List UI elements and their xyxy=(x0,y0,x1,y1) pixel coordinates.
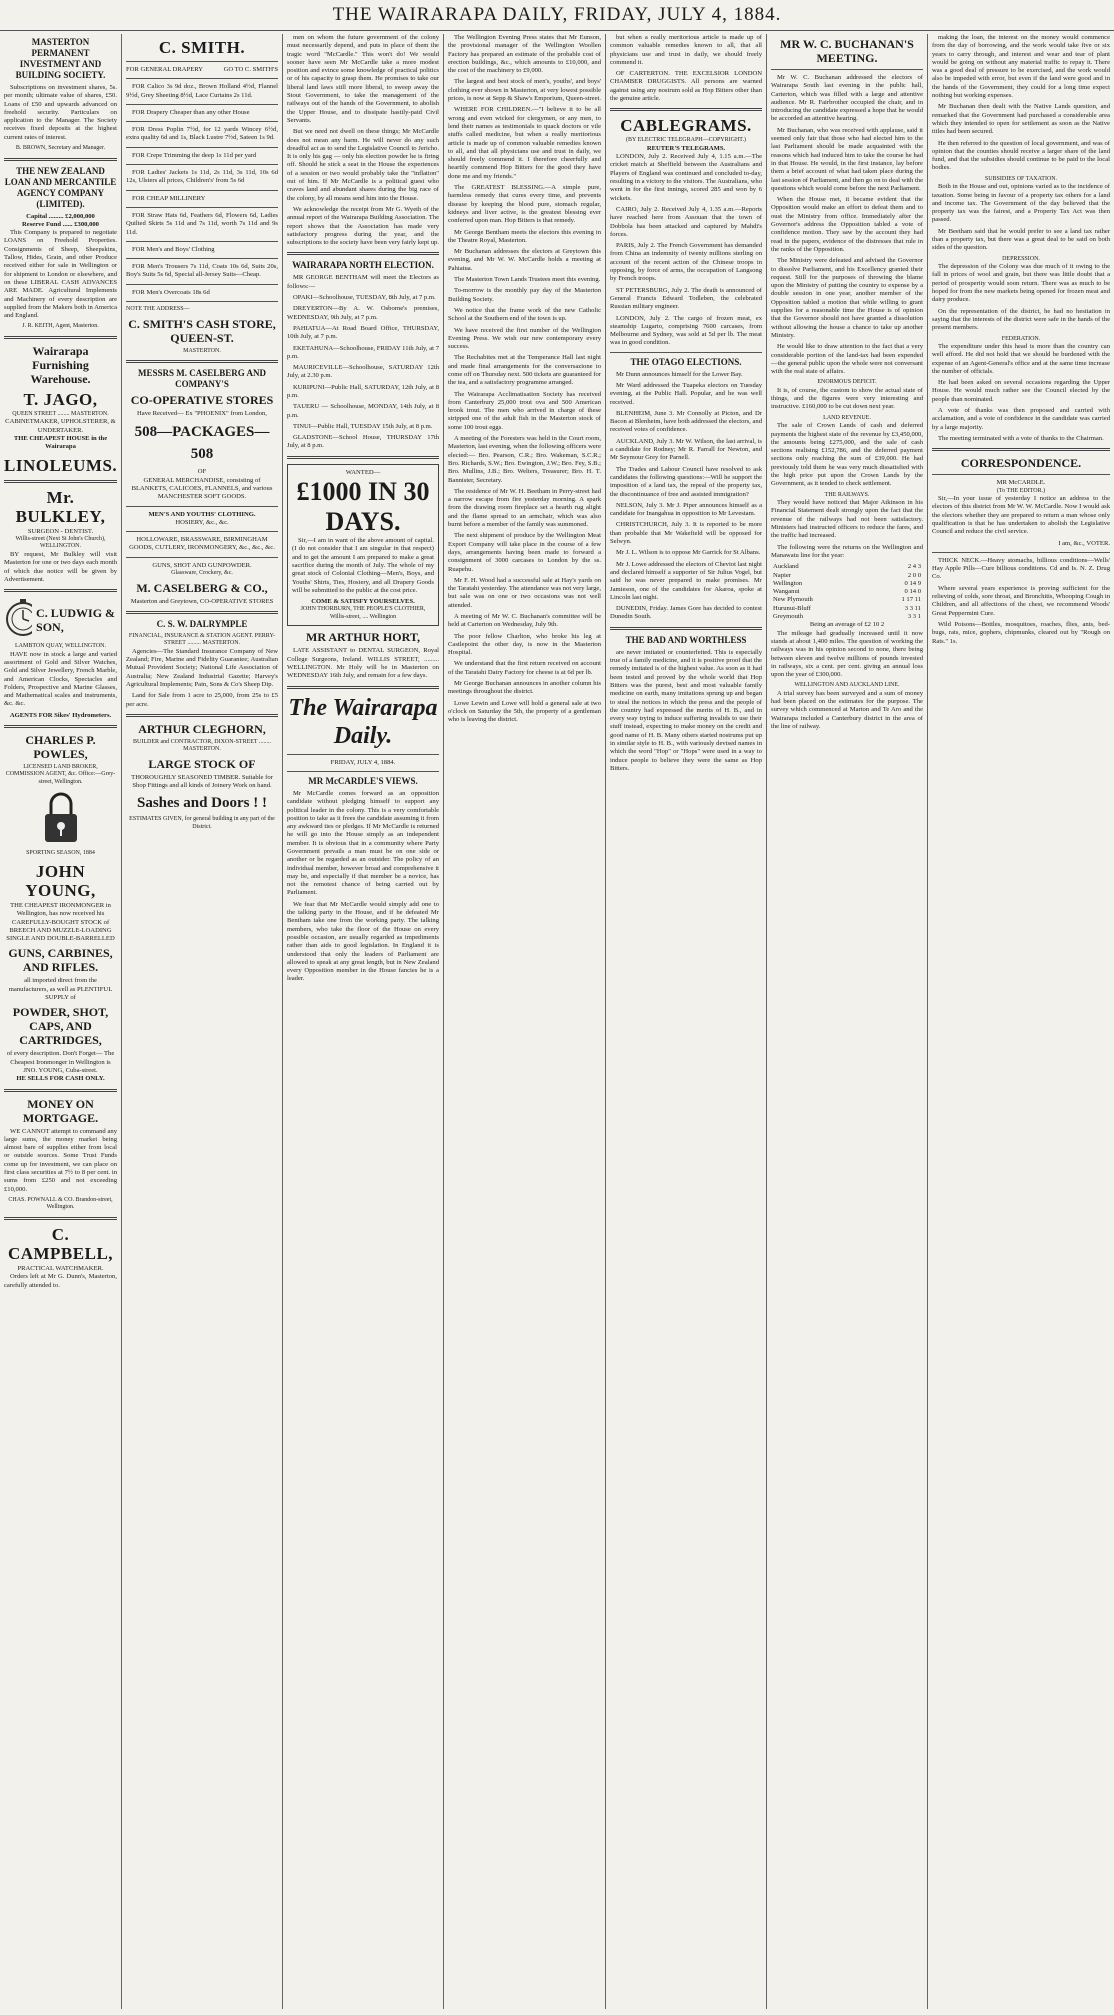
news-item: To-morrow is the monthly pay day of the Masterton Building Society. xyxy=(448,287,601,303)
campbell-name: C. CAMPBELL, xyxy=(7,1224,114,1263)
election-item: NELSON, July 3. Mr J. Piper announces himself as a candidate for Inangahua in opposition to Mr Levestam. xyxy=(610,501,762,518)
dalrymple-agencies: Agencies—The Standard Insurance Company of New Zealand; Fire, Marine and Fidelity Guarantee; Australian Mutual Provident Society; National Life Association of Australia; New Zealand Industrial Gazette; Harvey's Agricultural Implements; Pain, Sons & Co's Sheep Dip. xyxy=(126,647,278,688)
railway-value: 0 14 9 xyxy=(904,579,921,587)
column-6 xyxy=(771,34,923,2009)
jago-name: T. JAGO, xyxy=(23,389,98,409)
smith-line-8: FOR Men's and Boys' Clothing xyxy=(132,245,215,253)
table-row xyxy=(771,588,923,596)
smith-store: C. SMITH'S CASH STORE, QUEEN-ST. xyxy=(128,316,276,345)
young-body: THE CHEAPEST IRONMONGER in Wellington, has now received his CAREFULLY-BOUGHT STOCK of BREECH AND MUZZLE-LOADING SINGLE AND DOUBLE-BARRELLED xyxy=(6,901,115,943)
of-label: OF xyxy=(197,468,207,476)
article-text: Mr Buchanan, who was received with applause, said it seemed only fair that those who had elected him to the last Parliament should be made acquainted with the reasons which had induced him to take the course he had in that House. He would, in the first instance, lay before them a brief account of what had taken place during the last session of Parliament, and then go on to deal with the questions which would come before the next Parliament. xyxy=(771,126,923,192)
news-item: The largest and best stock of men's, youths', and boys' clothing ever shown in Masterton, at very lowest possible prices, is now at Sepp & Shaw's Emporium, Queen-street. xyxy=(448,78,601,103)
depression-subhead: DEPRESSION. xyxy=(1002,255,1040,262)
advert-text: Where several years experience is proving sufficient for the relieving of colds, sore throat, and Bronchitis, Whooping Cough in Children, and all affections of the chest, we recommend Woods' Great Peppermint Cure. xyxy=(932,584,1110,617)
meeting-item: TAUERU — Schoolhouse, MONDAY, 14th July, at 8 p.m. xyxy=(287,403,439,419)
article-text: A vote of thanks was then proposed and carried with acclamation, and a vote of confidence in the candidate was carried by a large majority. xyxy=(932,407,1110,431)
news-item: We notice that the frame work of the new Catholic School at the Southern end of the town is up. xyxy=(448,306,601,323)
article-text: men on whom the future government of the colony must necessarily depend, and puts in place of them the tragic word "McCardle." This won't do! We would sooner have seen Mr McCardle take a more modest position and evince some knowledge of practical politics or of his capacity to grasp them. He promises to take our liberal land laws still more liberal, to sweep away the Stout Government, to take the management of the railways out of the hands of the Government, to abolish the Upper House, and to dissipate hastily-paid Civil Servants. xyxy=(287,34,439,124)
linoleums-heading: LINOLEUMS. xyxy=(4,455,117,475)
timber-line: THOROUGHLY SEASONED TIMBER. Suitable for Shop Fittings and all kinds of Joinery Work on hand. xyxy=(131,773,273,790)
railway-name: Hurunui-Bluff xyxy=(773,604,811,612)
article-text: Both in the House and out, opinions varied as to the incidence of taxation. Some being in favour of a property tax others for a land and income tax. The Government of the day believed that the property tax was the fairest, and a Property Tax Act was then passed. xyxy=(932,183,1110,224)
smith-line-9: FOR Men's Trousers 7s 11d, Coats 10s 6d, Suits 20s, Boy's Suits 5s 6d, Special all-Jersey Suits—Cheap. xyxy=(126,263,278,279)
federation-subhead: FEDERATION. xyxy=(1001,335,1041,342)
otago-heading: THE OTAGO ELECTIONS. xyxy=(630,356,742,367)
railway-name: Wanganui xyxy=(773,588,800,596)
news-item: The next shipment of produce by the Wellington Meat Export Company will take place in the course of a few days, arrangements having been made to forward a consignment of 3000 carcases to London by the ss. Ruapehu. xyxy=(448,532,601,573)
news-item: OF CARTERTON. THE EXCELSIOR LONDON CHAMBER DRUGGISTS. All persons are warned against using any nostrum sold as Hop Bitters other than the genuine article. xyxy=(610,70,762,103)
table-row xyxy=(771,605,923,613)
railway-name: Napier xyxy=(773,571,791,579)
railway-value: 0 14 0 xyxy=(904,588,921,596)
article-text: A trial survey has been surveyed and a sum of money had been placed on the estimates for the purpose. The survey which commenced at Marton and Te Aro and the Wairarapa included a Canterbury district in the area of the line of railway. xyxy=(771,689,923,731)
advert-text: Wild Poisons—Bottles, mosquitoes, roaches, flies, ants, bed-bugs, rats, mice, gophers, chipmunks, cleared out by "Rough on Rats." 1s. xyxy=(932,620,1110,645)
article-text: The following were the returns on the Wellington and Manawatu line for the year: xyxy=(771,543,923,559)
young-body-2: all imported direct from the manufacturers, as well as PLENTIFUL SUPPLY of xyxy=(8,977,113,1002)
jago-trade: CABINETMAKER, UPHOLSTERER, & UNDERTAKER. xyxy=(5,418,116,434)
to-editor: (To THE EDITOR.) xyxy=(996,487,1046,494)
ludwig-address: LAMBTON QUAY, WELLINGTON. xyxy=(14,643,106,650)
cleghorn-heading: ARTHUR CLEGHORN, xyxy=(138,721,266,736)
column-3 xyxy=(287,34,439,2009)
cable-item: LONDON, July 2. Received July 4, 1.15 a.m.—The cricket match at Sheffield between the Australians and Players of England was continued and concluded to-day, resulting in a victory to the visitors. The Australians, who went in for the first innings, scored 285 and won by 6 wickets. xyxy=(610,153,762,202)
buchanan-heading: MR W. C. BUCHANAN'S MEETING. xyxy=(780,37,914,65)
table-row xyxy=(771,572,923,580)
election-item: The Trades and Labour Council have resolved to ask candidates the following questions:—Will he support the imposition of a land tax, the repeal of the property tax, the discontinuance of free and assisted immigration? xyxy=(610,465,762,498)
nz-loan-capital: Capital ......... £2,000,000 xyxy=(26,212,95,220)
powles-name: CHARLES P. POWLES, xyxy=(25,732,96,761)
meeting-item: PAHIATUA—At Road Board Office, THURSDAY, 10th July, at 7 p.m. xyxy=(287,324,439,341)
article-text: He had been asked on several occasions regarding the Upper House. He would much rather see the Council elected by the people than nominated. xyxy=(932,379,1110,403)
views-body: Mr McCardle comes forward as an opposition candidate without pledging himself to support any political leader in the colony. This is a very comfortable position to take as it frees the candidate assuming it from any awkward ties or pledges. If Mr McCardle is returned he will go into the House simply as an independent member. It is obvious that in a community where Party Government prevails a man must be on one side or another or be regarded as an outsider. The policy of an individual member, however broad and comprehensive it may be, and especially if that member be a novice, has not the remotest chance of being carried out by Parliament. xyxy=(287,789,439,897)
ludwig-name: C. LUDWIG & SON, xyxy=(36,606,116,635)
ludwig-agents: AGENTS FOR Sikes' Hydrometers. xyxy=(9,711,112,719)
thorburn-line: JOHN THORBURN, THE PEOPLE'S CLOTHIER, Willis-street, .... Wellington xyxy=(300,606,426,620)
estimates-line: ESTIMATES GIVEN, for general building in any part of the District. xyxy=(129,816,275,830)
smith-line-10: FOR Men's Overcoats 18s 6d xyxy=(132,288,210,296)
cable-item: CAIRO, July 2. Received July 4, 1.35 a.m.—Reports have reached here from Assouan that the town of Dobbola has been attacked and captured by Mahdi's forces. xyxy=(610,205,762,238)
bulkley-body: BY request, Mr Bulkley will visit Masterton for one or two days each month of which due notice will be given by Advertisement. xyxy=(4,550,117,583)
railway-value: 1 17 11 xyxy=(901,596,921,604)
bad-worthless-body: are never imitated or counterfeited. This is especially true of a family medicine, and it is positive proof that the remedy imitated is of the highest value. As soon as it had been tested and proved by the whole world that Hop Bitters was the purest, best and most valuable family medicine on earth, many imitations sprung up and began to steal the notices in which the press and the people of the country had expressed the merits of H. B., and in every way trying to induce suffering invalids to use their stuff instead, expecting to make money on the credit and good name of H. B. Many others started nostrums put up in similar style to H. B., with variously devised names in which the word "Hop" or "Hops" were used in a way to induce people to believe they were the same as Hop Bitters. xyxy=(610,648,762,772)
election-item: CHRISTCHURCH, July 3. It is reported to be more than probable that Mr Wakefield will be opposed for Selwyn. xyxy=(610,521,762,546)
caselberg-2-heading: M. CASELBERG & CO., xyxy=(136,580,268,595)
sashes-heading: Sashes and Doors ! ! xyxy=(136,795,268,812)
column-rule xyxy=(605,34,606,2009)
article-text: Mr Beetham said that he would prefer to see a land tax rather than a property tax, but there was a great deal to be said on both sides of the question. xyxy=(932,227,1110,252)
bulkley-address: Willis-street (Next St John's Church), WELLINGTON. xyxy=(15,535,106,550)
article-text: The sale of Crown Lands of cash and deferred payments the highest state of the revenue by £3,450,000, the amounts being £275,000, and the sale of cash sections realising £152,786, and the deferred payment sections only reaching the sum of £39,000. He had previously told them he was very much dissatisfied with the high price put upon the Crown Lands by the Government, as it tended to check settlement. xyxy=(771,422,923,488)
smith-line-7: FOR Straw Hats 6d, Feathers 6d, Flowers 6d, Ladies Quilted Skirts 5s 11d and 7s 11d, worth 7s 11d and 9s 11d. xyxy=(126,211,278,236)
railway-name: Wellington xyxy=(773,579,803,587)
jago-address: QUEEN STREET ........ MASTERTON. xyxy=(12,410,109,417)
railway-total: Being an average of £2 10 2 xyxy=(809,621,885,629)
column-rule xyxy=(927,34,928,2009)
bentham-intro: MR GEORGE BENTHAM will meet the Electors as follows:— xyxy=(287,274,439,290)
building-society-heading: MASTERTON PERMANENT INVESTMENT AND BUILDING SOCIETY. xyxy=(15,37,106,80)
hollowware-line: HOLLOWARE, BRASSWARE, BIRMINGHAM GOODS, CUTLERY, IRONMONGERY, &c., &c., &c. xyxy=(129,536,275,552)
smith-line-6: FOR CHEAP MILLINERY xyxy=(132,194,206,202)
news-item: We understand that the first return received on account of the Taratahi Dairy Factory for cheese is at 6d per lb. xyxy=(448,660,601,676)
nz-loan-body: This Company is prepared to negotiate LOANS on Freehold Properties. Consignments of Sheep, Sheepskins, Tallow, Hides, Grain, and other Produce received either for sale in Wellington or for shipment to London or elsewhere, and on these LIBERAL CASH ADVANCES ARE MADE. Agricultural Implements and Machinery of every description are supplied from the Makers both in America and England. xyxy=(4,229,117,320)
column-1 xyxy=(4,34,117,2009)
caselberg-received: Have Received— Ex "PHOENIX" from London, xyxy=(137,410,267,418)
nz-loan-reserve: Reserve Fund ...... £300,000 xyxy=(22,220,99,228)
sporting-season: SPORTING SEASON, 1884 xyxy=(26,850,95,857)
article-text: He then referred to the question of local government, and was of opinion that the counties should receive a larger share of the land fund, and that the subsidies should continue to be paid to the local bodies. xyxy=(932,139,1110,172)
correspondence-sign: I am, &c., VOTER. xyxy=(1058,539,1110,547)
news-item: The residence of Mr W. H. Beetham in Perry-street had a narrow escape from fire yesterday morning. A spark from the drawing room fireplace set a hearth rug alight and the flame spread to an armchair, which was also burnt before a member of the family was summoned. xyxy=(448,487,601,529)
news-item: Lowe Lewin and Lowe will hold a general sale at two o'clock on Saturday the 5th, the property of a gentleman who is leaving the district. xyxy=(448,699,601,724)
finance-subhead: ENORMOUS DEFICIT. xyxy=(817,379,877,386)
campbell-title: PRACTICAL WATCHMAKER. xyxy=(17,1264,104,1272)
meeting-item: TINUI—Public Hall, TUESDAY 15th July, at 8 p.m. xyxy=(293,422,433,430)
smith-line-1: FOR Calico 3s 9d doz., Brown Holland 4½d, Flannel 9½d, Grey Sheeting 8½d, Lace Curtains 2s 11d. xyxy=(126,83,278,99)
railway-value: 3 3 11 xyxy=(904,604,921,612)
news-item: The Rechabites met at the Temperance Hall last night and made final arrangements for the conversazione to come off on Thursday next. 500 tickets are guaranteed for the tea, and a satisfactory programme arranged. xyxy=(448,354,601,387)
young-name: JOHN YOUNG, xyxy=(25,861,96,900)
column-2 xyxy=(126,34,278,2009)
column-7 xyxy=(932,34,1110,2009)
ludwig-body: HAVE now in stock a large and varied assortment of Gold and Silver Watches, Gold and Silver Jewellery, French Marble, and American Clocks, Spectacles and Folders, Prospective and Marine Glasses, and Mathematical scales and instruments, &c. &c. xyxy=(4,650,117,708)
article-text: The Ministry were defeated and advised the Governor to dissolve Parliament, and his Excellency granted their request. Still for the purposes of throwing the blame upon the Ministry of putting the country to expense by a double session in one year, another member of the Opposition tabled a motion that while willing to grant supplies for a reasonable time the House is of opinion that the Governor should not have granted a dissolution without allowing the house a chance to take up another Ministry. xyxy=(771,257,923,339)
nz-loan-heading: THE NEW ZEALAND LOAN AND MERCANTILE AGENCY COMPANY (LIMITED). xyxy=(4,165,117,209)
election-item: AUCKLAND, July 3. Mr W. Wilson, the last arrival, is a candidate for Rodney; Mr R. Farrall for Newton, and Mr Seymour Grey for Parnell. xyxy=(610,437,762,462)
advert-text: THICK NECK.—Heavy stomachs, billious conditions—Wells' Hay Apple Pills—Cure billious conditions. Cd and Is. N. Z. Drug Co. xyxy=(932,556,1110,581)
news-item: WHERE FOR CHILDREN.—"I believe it to be all wrong and even wicked for clergymen, or any men, to lend their names as testimonials to quack doctors or vile stuffs called medicine, but when a really meritorious article is made up of common valuable remedies known to all, and that all physicians use and trust in daily, we should freely commend it. I therefore cheerfully and heartily commend Hop Bitters for the good they have done me and my friends." xyxy=(448,106,601,180)
table-row xyxy=(771,580,923,588)
article-text: The meeting terminated with a vote of thanks to the Chairman. xyxy=(938,434,1104,442)
hosiery-line: HOSIERY, &c., &c. xyxy=(175,518,229,526)
column-rule xyxy=(443,34,444,2009)
powles-body: LICENSED LAND BROKER, COMMISSION AGENT, &c. Office:—Grey-street, Wellington. xyxy=(5,763,116,785)
meeting-item: MAURICEVILLE—Schoolhouse, SATURDAY 12th July, at 2.30 p.m. xyxy=(287,364,439,380)
news-item: The Wellington Evening Press states that Mr Eunson, the provisional manager of the Wellington Woollen Factory has prepared an estimate of the probable cost of erection buildings, &c., which amounts to £10,000, and the cost of the machinery to £9,000. xyxy=(448,34,601,75)
caselberg-2-sub: Masterton and Greytown, CO-OPERATIVE STORES xyxy=(130,597,274,605)
dalrymple-heading: C. S. W. DALRYMPLE xyxy=(156,618,248,629)
correspondence-sub: MR McCARDLE. xyxy=(996,479,1046,487)
clock-emblem-icon xyxy=(4,597,32,643)
come-line: COME & SATISFY YOURSELVES. xyxy=(311,598,415,606)
padlock-emblem-icon xyxy=(39,790,83,846)
wanted-body: Sir,—I am in want of the above amount of capital. (I do not consider that I am singular in that respect) and to get the amount I am prepared to make a great sacrifice during the month of July. The whole of my great stock of Colonial Clothing—Men's, Boys, and Youths' Shirts, Ties, Hosiery, and all Drapery Goods will be submitted to the public at the cost price. xyxy=(292,537,434,594)
large-stock-heading: LARGE STOCK OF xyxy=(148,756,256,771)
coop-heading: CO-OPERATIVE STORES xyxy=(130,393,274,408)
column-4 xyxy=(448,34,601,2009)
news-item: The GREATEST BLESSING.—A simple pure, harmless remedy that cures every time, and prevents disease by keeping the blood pure, stomach regular, kidneys and liver active, is the greatest blessing ever conferred upon man. Hop Bitters is that remedy. xyxy=(448,184,601,225)
news-item: Mr George Bentham meets the electors this evening in the Theatre Royal, Masterton. xyxy=(448,228,601,244)
views-heading: MR McCARDLE'S VIEWS. xyxy=(308,775,418,786)
clothing-line: MEN'S AND YOUTHS' CLOTHING. xyxy=(148,510,256,518)
powder-heading: POWDER, SHOT, CAPS, AND CARTRIDGES, xyxy=(12,1005,109,1048)
guns-heading: GUNS, CARBINES, AND RIFLES. xyxy=(8,946,113,975)
article-text: Mr Buchanan then dealt with the Native Lands question, and remarked that the Government had purchased a considerable area which they intended to open for settlement as soon as the Native titles had been secured. xyxy=(932,103,1110,136)
meeting-item: DREYERTON—By A. W. Osborne's premises, WEDNESDAY, 9th July, at 7 p.m. xyxy=(287,305,439,321)
wanted-label: WANTED— xyxy=(345,468,381,476)
railway-name: Auckland xyxy=(773,563,799,571)
column-rule xyxy=(282,34,283,2009)
smith-line-2: FOR Drapery Cheaper than any other House xyxy=(132,108,250,116)
election-item: Mr J. L. Wilson is to oppose Mr Garrick for St Albans. xyxy=(616,549,761,557)
views-body-2: We fear that Mr McCardle would simply add one to the talking party in the House, and if he defeated Mr Bentham take one from the working party. The talking members, who take the floor of the House on every possible occasion, are usually regarded as impediments rather than aids to good legislation. In England it is understood that only the leaders of Parliament are allowed to speak at any great length, but in New Zealand every Opposition member in the House fancies he is a leader. xyxy=(287,900,439,983)
news-item: Mr George Buchanan announces in another column his meetings throughout the district. xyxy=(448,680,601,696)
meeting-item: KURIPUNI—Public Hall, SATURDAY, 12th July, at 8 p.m. xyxy=(287,383,439,399)
smith-town: MASTERTON. xyxy=(183,347,221,354)
table-row xyxy=(771,613,923,621)
smith-heading: C. SMITH. xyxy=(158,38,246,57)
smith-line-4: FOR Crepe Trimming the deep 1s 11d per yard xyxy=(132,151,257,159)
correspondence-body: Sir,—In your issue of yesterday I notice an address to the electors of this district from Mr W. W. McCardle. Now I would ask the electors whether they are prepared to return a man whose only qualification is that he has undertaken to abolish the Legislative Council and reduce the civil service. xyxy=(932,495,1110,536)
furnishing-heading: Wairarapa Furnishing Warehouse. xyxy=(30,343,91,386)
bulkley-name: Mr. BULKLEY, xyxy=(15,487,106,526)
correspondence-heading: CORRESPONDENCE. xyxy=(960,456,1082,471)
money-heading: MONEY ON MORTGAGE. xyxy=(22,1096,99,1125)
cleghorn-sub: BUILDER and CONTRACTOR, DIXON-STREET ........ MASTERTON. xyxy=(133,738,271,753)
packages-heading: 508—PACKAGES—508 xyxy=(134,424,270,463)
bulkley-title: SURGEON - DENTIST. xyxy=(27,527,94,535)
article-text: When the House met, it became evident that the Opposition would make an effort to defeat them and to oust the Ministry from office. Immediately after the Governor's address the Opposition tabled a vote of confidence motion. They saw by the account they had read in the papers, evidence of the distresses that rule in the ranks of the Opposition. xyxy=(771,196,923,253)
page-masthead: THE WAIRARAPA DAILY, FRIDAY, JULY 4, 1884. xyxy=(0,0,1114,31)
general-merchandise: GENERAL MERCHANDISE, consisting of BLANKETS, CALICOES, FLANNELS, and various MANCHESTER SOFT GOODS. xyxy=(131,476,273,501)
young-body-3: of every description. Don't Forget— The Cheapest Ironmonger in Wellington is JNO. YOUNG, Cuba-street. xyxy=(6,1050,115,1074)
bad-worthless-heading: THE BAD AND WORTHLESS xyxy=(625,634,747,645)
article-text: But we need not dwell on these things; Mr McCardle does not mean any harm. He will never do any such dreadful act as to send the Legislative Council to Jericho. It is only his gag — only his election powder he is firing off. Should he stick a seat in the House the experiences of a session or two would probably take the "inflation" out of him. If Mr McCardle is a political guest who craves land and abundant shares during the big race of the colony, by all means send him into the House. xyxy=(287,128,439,202)
meeting-item: GLADSTONE—School House, THURSDAY 17th July, at 8 p.m. xyxy=(287,434,439,450)
election-item: Mr Ward addressed the Tuapeka electors on Tuesday evening, at the Public Hall. Popular, and he was well received. xyxy=(610,382,762,406)
news-item: Mr F. H. Wood had a successful sale at Hay's yards on the Taratahi yesterday. The attendance was not very large, but sale was on one or two occasions was not well attended. xyxy=(448,576,601,609)
table-row xyxy=(771,563,923,571)
caselberg-heading: MESSRS M. CASELBERG AND COMPANY'S xyxy=(137,368,267,390)
article-text: On the representation of the district, he had no hesitation in saying that the interests of the district were safe in the hands of the present members. xyxy=(932,307,1110,332)
nz-loan-sign: J. R. KEITH, Agent, Masterton. xyxy=(22,323,99,330)
news-item: The Masterton Town Lands Trustees meet this evening. xyxy=(454,276,601,284)
table-row xyxy=(771,596,923,604)
wanted-advert xyxy=(287,464,439,627)
article-text: The depression of the Colony was due much of it owing to the fall in prices of wool and grain, but there was little doubt that a period of prosperity would soon return. There was as much to be hoped for from the new markets being opened for frozen meat and dairy produce. xyxy=(932,263,1110,304)
article-text: Mr W. C. Buchanan addressed the electors of Wairarapa South last evening in the public hall, Carterton, which was filled with a large and attentive audience. Mr R. Fairbrother occupied the chair, and in introducing the candidate expressed a hope that he would be accorded an attentive hearing. xyxy=(771,74,923,123)
news-item: A meeting of Mr W. C. Buchanan's committee will be held at Carterton on Wednesday, July 9th. xyxy=(448,613,601,629)
column-rule xyxy=(121,34,122,2009)
smith-go-to: GO TO C. SMITH'S xyxy=(223,66,278,73)
smith-line-3: FOR Dress Poplin 7½d, for 12 yards Wincey 6½d, extra quality 6d and 1s, Black Lustre 7½d, Sateen 1s 9d. xyxy=(126,126,278,142)
money-sign: CHAS. POWNALL & CO. Brandon-street, Wellington. xyxy=(8,1196,113,1211)
cable-item: ST PETERSBURG, July 2. The death is announced of General Francis Edward Todleben, the celebrated Russian military engineer. xyxy=(610,286,762,311)
railway-value: 2 4 3 xyxy=(907,563,921,571)
meeting-item: EKETAHUNA—Schoolhouse, FRIDAY 11th July, at 7 p.m. xyxy=(287,344,439,360)
paper-date: FRIDAY, JULY 4, 1884. xyxy=(330,758,396,766)
news-item: The Wairarapa Acclimatisation Society has received from Canterbury 25,000 trout ova and 500 American brook trout. The men who arrived in charge of these stripped one of the adult fish in the Masterton stock of some 100 trout eggs. xyxy=(448,390,601,431)
news-item: Mr Buchanan addresses the electors at Greytown this evening, and Mr W. W. McCardle holds a meeting at Pahiatua. xyxy=(448,248,601,272)
hort-body: LATE ASSISTANT to DENTAL SURGEON, Royal College Surgeons, Ireland. WILLIS STREET, ......... WELLINGTON. Mr Holy will be in Masterton on WEDNESDAY 16th July, and remain for a few days. xyxy=(287,647,439,680)
land-subhead: LAND REVENUE. xyxy=(823,414,871,421)
smith-note: NOTE THE ADDRESS— xyxy=(126,306,190,313)
dalrymple-body: FINANCIAL, INSURANCE & STATION AGENT. PERRY-STREET ......... MASTERTON. xyxy=(128,632,276,647)
article-text: The expenditure under this head is more than the country can well afford. He did not hold that we should be burdened with the expense of an Agent-General's office and at the same time increase the number of officials. xyxy=(932,343,1110,375)
railway-name: New Plymouth xyxy=(773,596,813,604)
cheapest-house: THE CHEAPEST HOUSE in the Wairarapa xyxy=(13,435,108,451)
building-society-sign: B. BROWN, Secretary and Manager. xyxy=(15,145,106,152)
column-rule xyxy=(766,34,767,2009)
election-item: DUNEDIN, Friday. James Gore has decided to contest Dunedin South. xyxy=(610,605,762,621)
hort-heading: MR ARTHUR HORT, xyxy=(306,630,420,645)
north-election-heading: WAIRARAPA NORTH ELECTION. xyxy=(292,260,434,271)
railway-value: 2 0 0 xyxy=(907,571,921,579)
cable-item: PARIS, July 2. The French Government has demanded from China an indemnity of twenty millions sterling on account of the recent action of the Chinese troops in opposing, by force of arms, the occupation of Langsong by French troops. xyxy=(610,242,762,283)
article-text: It is, of course, the custom to show the actual state of things, and the figures were very interesting and instructive. £160,000 to be cut down next year. xyxy=(771,386,923,411)
cablegrams-heading: CABLEGRAMS. xyxy=(620,116,752,136)
paper-title: The Wairarapa Daily. xyxy=(288,694,438,749)
news-item: but when a really meritorious article is made up of common valuable remedies known to all, that all physicians use and trust in daily, we should freely commend it. xyxy=(610,34,762,66)
railways-subhead: THE RAILWAYS. xyxy=(824,491,870,498)
reuters-heading: REUTER'S TELEGRAMS. xyxy=(646,144,726,152)
smith-line-5: FOR Ladies' Jackets 1s 11d, 2s 11d, 3s 11d, 10s 6d 12s, Ulsters all prices, Children's' from 5s 6d xyxy=(126,169,278,185)
meeting-item: OPAKI—Schoolhouse, TUESDAY, 8th July, at 7 p.m. xyxy=(293,294,436,302)
railway-name: Greymouth xyxy=(773,613,804,621)
railway-returns-table xyxy=(771,563,923,621)
column-5 xyxy=(610,34,762,2009)
election-item: Mr Dunn announces himself for the Lower Bay. xyxy=(616,370,743,378)
subsidies-subhead: SUBSIDIES OF TAXATION. xyxy=(984,175,1058,182)
campbell-body: Orders left at Mr G. Dunn's, Masterton, carefully attended to. xyxy=(4,1273,117,1289)
building-society-body: Subscriptions on investment shares, 5s. per month; ultimate value of shares, £50. Loans of £50 and upwards advanced on freehold security. Particulars on application to the Manager. The Society receives fixed deposits at the highest current rates of interest. xyxy=(4,84,117,141)
smith-line-0: FOR GENERAL DRAPERY xyxy=(126,66,204,73)
cablegrams-sub: (BY ELECTRIC TELEGRAPH—COPYRIGHT.) xyxy=(625,137,747,144)
article-text: The mileage had gradually increased until it now stands at about 1,400 miles. The question of working the railways was in his opinion second to none, there being between eleven and twelve millions of pounds invested in railways, six a cent. per cent. giving an annual loss upon the year of £300,000. xyxy=(771,629,923,679)
gunshot-line: GUNS, SHOT AND GUNPOWDER. xyxy=(152,561,252,569)
article-text: making the loan, the interest on the money would commence from the day of borrowing, and the work would take five or six years to carry through, and interest and wear and tear of plant would be going on without any material traffic to repay it. There was a good deal of pressure to be exercised, and the work would also be impeded with error, but even if the land were good and in the hands of the Government, they could for a long time expect nothing but working expenses. xyxy=(932,34,1110,100)
money-body: WE CANNOT attempt to command any large sums, the money market being almost bare of supplies either from local or outside sources. Some Trust Funds come up for investment, we can place on first class securities at 7½ to 8 per cent. in sums from £250 and not exceeding £10,000. xyxy=(4,1127,117,1193)
election-item: BLENHEIM, June 3. Mr Connolly at Picton, and Dr Bacon at Blenheim, have both addressed the electors, and received votes of confidence. xyxy=(610,409,762,434)
young-sell: HE SELLS FOR CASH ONLY. xyxy=(16,1075,105,1083)
thousand-heading: £1000 IN 30 DAYS. xyxy=(296,477,430,537)
article-text: He would like to draw attention to the fact that a very considerable portion of the land-tax had been expended—the general public upon the whole were not conversant with the real state of affairs. xyxy=(771,343,923,376)
cable-item: LONDON, July 2. The cargo of frozen meat, ex steamship Lugarto, comprising 7600 carcases, from Melbourne and Sydney, was sold at 5d per lb. The meat was in good condition. xyxy=(610,314,762,347)
wa-subhead: WELLINGTON AND AUCKLAND LINE. xyxy=(794,682,900,689)
news-item: The poor fellow Charlton, who broke his leg at Castlepoint the other day, is now in the Masterton Hospital. xyxy=(448,632,601,657)
glassware-line: Glassware, Crockery, &c. xyxy=(171,570,233,577)
railway-value: 3 3 1 xyxy=(907,613,921,621)
news-item: A meeting of the Foresters was held in the Court room, Masterton, last evening, when the following officers were elected:— Bro. Pearson, C.R.; Bro. Wakeman, S.C.R.; Bro. Richards, S.W.; Bro. Ewington, J.W.; Bro. Fey, S.B.; Bro. Mullins, J.B.; Bro. Welters, Treasurer; Bro. H. T. Bannister, Secretary. xyxy=(448,435,601,484)
dalrymple-sale: Land for Sale from 1 acre to 25,000, from 25s to £5 per acre. xyxy=(126,692,278,708)
article-text: They would have noticed that Major Atkinson in his Financial Statement dealt strongly upon the fact that the revenue of the railways had not been satisfactory. Ministers had instructed officers to reduce the fares, and the traffic had increased. xyxy=(771,499,923,540)
news-item: We have received the first number of the Wellington Evening Press. We wish our new contemporary every success. xyxy=(448,326,601,351)
article-text: We acknowledge the receipt from Mr G. Wyeth of the annual report of the Wairarapa Building Association. The report shows that the Association has made very satisfactory progress during the year, and the subscriptions to the society have been very fairly kept up. xyxy=(287,205,439,247)
election-item: Mr J. Lowe addressed the electors of Cheviot last night and declared himself a supporter of Sir Julius Vogel, but said he was never prepared to make promises. Mr Jamieson, one of the candidates for Akaroa, spoke at Lincoln last night. xyxy=(610,560,762,601)
